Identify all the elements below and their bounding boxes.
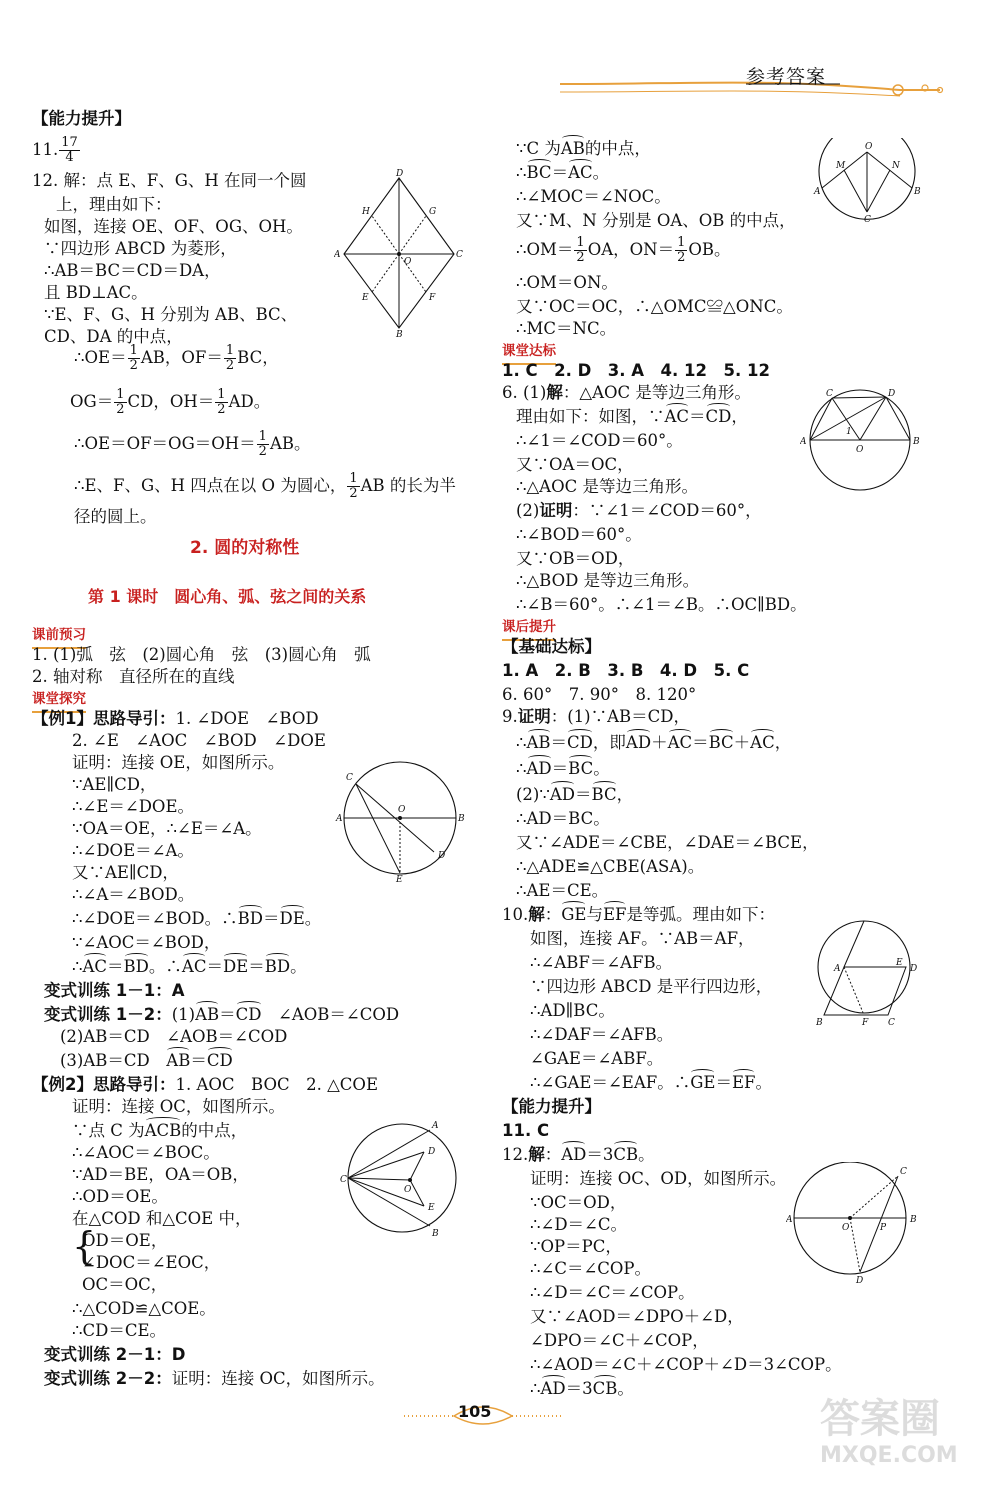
svg-text:A: A bbox=[800, 437, 807, 447]
answer-line: 1. (1)弧 弦 (2)圆心角 弦 (3)圆心角 弧 bbox=[32, 645, 371, 664]
svg-text:D: D bbox=[910, 964, 918, 974]
answer-line: ∵四边形 ABCD 是平行四边形， bbox=[530, 977, 773, 996]
answer-line: 又∵∠AOD＝∠DPO＋∠D， bbox=[530, 1307, 744, 1326]
answer-line: ∵AE∥CD， bbox=[72, 775, 157, 794]
answer-line: ∴△BOD 是等边三角形。 bbox=[516, 571, 700, 590]
label-H: H bbox=[362, 207, 370, 217]
answer-line: ∴∠BOD＝60°。 bbox=[516, 525, 642, 544]
answer-line: 10.解：GE与EF是等弧。理由如下： bbox=[502, 905, 775, 924]
answer-line: ∴∠A＝∠BOD。 bbox=[72, 885, 195, 904]
answer-line: 12.解：AD＝3CB。 bbox=[502, 1145, 655, 1164]
answer-line: ∴AD＝BC。 bbox=[516, 759, 610, 778]
brace: { bbox=[72, 1224, 97, 1268]
answer-line: ∵AD＝BE，OA＝OB， bbox=[72, 1165, 249, 1184]
answer-line: ∵OC＝OD， bbox=[530, 1193, 627, 1212]
answer-line: 11. C bbox=[502, 1121, 550, 1140]
answer-line: ∴∠DAF＝∠AFB。 bbox=[530, 1025, 674, 1044]
answer-line: 变式训练 2－2：证明：连接 OC，如图所示。 bbox=[44, 1369, 385, 1388]
answer-line: ∴∠1＝∠COD＝60°。 bbox=[516, 431, 683, 450]
answer-line: ∠DOC＝∠EOC， bbox=[82, 1253, 221, 1272]
answer-line: (2)证明：∵∠1＝∠COD＝60°， bbox=[516, 501, 762, 520]
answer-line: ∵点 C 为ACB的中点， bbox=[72, 1121, 248, 1140]
svg-text:O: O bbox=[865, 142, 873, 152]
answer-line: ∴AB＝CD，即AD＋AC＝BC＋AC， bbox=[516, 733, 792, 752]
answer-line: ∴OM＝ON。 bbox=[516, 273, 618, 292]
answer-line: ∴OE＝OF＝OG＝OH＝ $\frac{1}{2}$ AB。 bbox=[74, 429, 311, 459]
answer-line: ∴∠D＝∠C＝∠COP。 bbox=[530, 1283, 695, 1302]
figure-circle-q6 bbox=[800, 388, 922, 496]
answer-line: ∴∠C＝∠COP。 bbox=[530, 1259, 652, 1278]
tag-after: 课后提升 bbox=[502, 616, 556, 641]
answer-line: 且 BD⊥AC。 bbox=[44, 283, 148, 302]
svg-text:A: A bbox=[336, 814, 343, 824]
answer-line: ∴AD∥BC。 bbox=[530, 1001, 615, 1020]
answer-line: 2. ∠E ∠AOC ∠BOD ∠DOE bbox=[72, 731, 326, 750]
answer-line: ∠GAE＝∠ABF。 bbox=[530, 1049, 664, 1068]
answer-line: ∵∠AOC＝∠BOD， bbox=[72, 933, 221, 952]
answer-line: ∵四边形 ABCD 为菱形， bbox=[44, 239, 237, 258]
fraction: $\frac{17}{4}$ bbox=[61, 135, 78, 165]
answer-line: ∴AE＝CE。 bbox=[516, 881, 609, 900]
page-number: 105 bbox=[458, 1402, 492, 1421]
svg-text:C: C bbox=[888, 1018, 895, 1027]
answer-line: 又∵M、N 分别是 OA、OB 的中点， bbox=[516, 211, 796, 230]
svg-text:E: E bbox=[396, 875, 403, 884]
svg-text:C: C bbox=[900, 1167, 907, 1177]
svg-text:B: B bbox=[910, 1215, 917, 1225]
answer-line: ∴△AOC 是等边三角形。 bbox=[516, 477, 698, 496]
svg-text:O: O bbox=[398, 805, 406, 815]
label-F: F bbox=[429, 293, 436, 303]
label-A: A bbox=[334, 250, 341, 260]
answer-line: ∴∠ABF＝∠AFB。 bbox=[530, 953, 673, 972]
label-D: D bbox=[396, 169, 404, 179]
svg-text:A: A bbox=[814, 187, 821, 197]
answer-line: ∴BC＝AC。 bbox=[516, 163, 610, 182]
svg-text:D: D bbox=[438, 851, 446, 861]
answer-line: 径的圆上。 bbox=[74, 507, 157, 526]
figure-circle-mn bbox=[812, 138, 922, 226]
figure-circle-q10 bbox=[816, 915, 920, 1027]
answer-line: ∴E、F、G、H 四点在以 O 为圆心， $\frac{1}{2}$ AB 的长为半 bbox=[74, 471, 456, 501]
answer-line: ∴∠MOC＝∠NOC。 bbox=[516, 187, 671, 206]
answer-line: ∴∠GAE＝∠EAF。∴GE＝EF。 bbox=[530, 1073, 772, 1092]
answer-line: CD、DA 的中点， bbox=[44, 327, 183, 346]
label-B: B bbox=[396, 330, 403, 338]
answer-line: OG＝ $\frac{1}{2}$ CD，OH＝ $\frac{1}{2}$ AD。 bbox=[70, 387, 271, 417]
svg-text:C: C bbox=[340, 1175, 347, 1185]
answer-line: (3)AB＝CD AB＝CD bbox=[60, 1051, 233, 1070]
svg-text:B: B bbox=[432, 1229, 439, 1238]
answer-line: ∵E、F、G、H 分别为 AB、BC、 bbox=[44, 305, 298, 324]
tag-class: 课堂达标 bbox=[502, 340, 556, 365]
section-title: 2. 圆的对称性 bbox=[190, 538, 300, 558]
answer-line: 理由如下：如图，∵AC＝CD， bbox=[516, 407, 748, 426]
answer-line: ∴△ADE≌△CBE(ASA)。 bbox=[516, 857, 705, 876]
answer-line: OD＝OE， bbox=[82, 1231, 168, 1250]
answer-line: ∴∠B＝60°。∴∠1＝∠B。∴OC∥BD。 bbox=[516, 595, 807, 614]
lesson-title: 第 1 课时 圆心角、弧、弦之间的关系 bbox=[88, 587, 367, 606]
answer-line: 变式训练 1－2：(1)AB＝CD ∠AOB＝∠COD bbox=[44, 1005, 400, 1024]
answer-line: 6. (1)解：△AOC 是等边三角形。 bbox=[502, 383, 751, 402]
answer-line: ∴AD＝3CB。 bbox=[530, 1379, 634, 1398]
answer-line: 1. A 2. B 3. B 4. D 5. C bbox=[502, 661, 750, 680]
svg-text:O: O bbox=[404, 1185, 412, 1195]
svg-text:C: C bbox=[864, 215, 871, 225]
answer-line: ∠DPO＝∠C＋∠COP， bbox=[530, 1331, 709, 1350]
answer-line: (2)∵AD＝BC， bbox=[516, 785, 634, 804]
answer-line: ∵OA＝OE，∴∠E＝∠A。 bbox=[72, 819, 262, 838]
answer-line: 11. $\frac{17}{4}$ bbox=[32, 135, 78, 165]
svg-text:C: C bbox=[346, 773, 353, 783]
svg-text:A: A bbox=[786, 1215, 793, 1225]
svg-text:A: A bbox=[834, 964, 841, 974]
answer-line: 又∵AE∥CD， bbox=[72, 863, 179, 882]
watermark: 答案圈 MXQE.COM bbox=[820, 1396, 958, 1468]
answer-line: ∴∠DOE＝∠A。 bbox=[72, 841, 194, 860]
answer-line: 12. 解：点 E、F、G、H 在同一个圆 bbox=[32, 171, 307, 190]
header-title: 参考答案 bbox=[746, 66, 827, 88]
answer-line: ∴∠AOD＝∠C＋∠COP＋∠D＝3∠COP。 bbox=[530, 1355, 842, 1374]
svg-text:O: O bbox=[856, 445, 864, 455]
answer-line: ∴AC＝BD。∴AC＝DE＝BD。 bbox=[72, 957, 307, 976]
label-E: E bbox=[362, 293, 369, 303]
svg-text:B: B bbox=[458, 814, 465, 824]
answer-line: ∴△COD≌△COE。 bbox=[72, 1299, 216, 1318]
answer-line: 又∵OC＝OC，∴△OMC≌△ONC。 bbox=[516, 297, 793, 316]
svg-text:B: B bbox=[913, 437, 920, 447]
svg-text:A: A bbox=[432, 1121, 439, 1131]
figure-rhombus bbox=[334, 168, 464, 338]
label-O: O bbox=[404, 257, 412, 267]
answer-line: ∴AD＝BC。 bbox=[516, 809, 610, 828]
svg-text:D: D bbox=[888, 389, 896, 399]
tag-preview: 课前预习 bbox=[32, 624, 86, 649]
section-head: 【基础达标】 bbox=[502, 637, 601, 656]
answer-line: ∴∠DOE＝∠BOD。∴BD＝DE。 bbox=[72, 909, 322, 928]
answer-line: 又∵OA＝OC， bbox=[516, 455, 634, 474]
answer-line: 上，理由如下： bbox=[56, 195, 172, 214]
answer-line: 6. 60° 7. 90° 8. 120° bbox=[502, 685, 697, 704]
answer-line: 【例2】思路导引：1. AOC BOC 2. △COE bbox=[32, 1075, 378, 1094]
label-C: C bbox=[456, 250, 463, 260]
svg-text:1: 1 bbox=[846, 427, 852, 437]
figure-circle-ex2 bbox=[340, 1118, 470, 1238]
answer-line: 又∵∠ADE＝∠CBE，∠DAE＝∠BCE， bbox=[516, 833, 819, 852]
answer-line: ∴CD＝CE。 bbox=[72, 1321, 167, 1340]
header-decoration bbox=[0, 0, 1000, 110]
answer-line: 变式训练 1－1：A bbox=[44, 981, 185, 1000]
answer-line: 1. C 2. D 3. A 4. 12 5. 12 bbox=[502, 361, 770, 380]
svg-text:E: E bbox=[428, 1203, 435, 1213]
answer-line: ∴OE＝ $\frac{1}{2}$ AB，OF＝ $\frac{1}{2}$ BC， bbox=[74, 343, 279, 373]
answer-line: ∴∠E＝∠DOE。 bbox=[72, 797, 194, 816]
answer-line: ∴∠AOC＝∠BOC。 bbox=[72, 1143, 220, 1162]
svg-text:P: P bbox=[880, 1223, 887, 1233]
svg-text:D: D bbox=[856, 1276, 864, 1286]
answer-line: 在△COD 和△COE 中， bbox=[72, 1209, 252, 1228]
answer-line: 2. 轴对称 直径所在的直线 bbox=[32, 667, 235, 686]
answer-line: ∵C 为AB的中点， bbox=[516, 139, 651, 158]
answer-line: 证明：连接 OC，如图所示。 bbox=[72, 1097, 285, 1116]
tag-explore: 课堂探究 bbox=[32, 688, 86, 713]
section-head: 【能力提升】 bbox=[502, 1097, 601, 1116]
answer-line: ∴MC＝NC。 bbox=[516, 319, 617, 338]
figure-circle-q12 bbox=[786, 1162, 922, 1286]
answer-line: 变式训练 2－1：D bbox=[44, 1345, 186, 1364]
answer-line: (2)AB＝CD ∠AOB＝∠COD bbox=[60, 1027, 288, 1046]
answer-line: 如图，连接 OE、OF、OG、OH。 bbox=[44, 217, 303, 236]
svg-text:B: B bbox=[914, 187, 921, 197]
answer-line: 【例1】思路导引：1. ∠DOE ∠BOD bbox=[32, 709, 319, 728]
answer-line: 证明：连接 OE，如图所示。 bbox=[72, 753, 285, 772]
section-head: 【能力提升】 bbox=[32, 109, 131, 128]
page-header bbox=[0, 0, 1000, 110]
svg-text:C: C bbox=[826, 389, 833, 399]
svg-text:E: E bbox=[896, 958, 903, 968]
svg-text:M: M bbox=[836, 161, 846, 171]
svg-text:B: B bbox=[816, 1018, 823, 1027]
label-G: G bbox=[429, 207, 437, 217]
answer-line: ∴OM＝ $\frac{1}{2}$ OA，ON＝ $\frac{1}{2}$ OB。 bbox=[516, 235, 731, 265]
answer-line: ∴OD＝OE。 bbox=[72, 1187, 168, 1206]
answer-line: ∴∠D＝∠C。 bbox=[530, 1215, 628, 1234]
answer-line: 证明：连接 OC、OD，如图所示。 bbox=[530, 1169, 787, 1188]
figure-circle-ex1 bbox=[334, 760, 466, 884]
svg-text:F: F bbox=[862, 1018, 869, 1027]
answer-line: 如图，连接 AF。∵AB＝AF， bbox=[530, 929, 755, 948]
svg-text:D: D bbox=[428, 1147, 436, 1157]
answer-line: ∵OP＝PC， bbox=[530, 1237, 622, 1256]
answer-line: OC＝OC， bbox=[82, 1275, 168, 1294]
answer-line: 9.证明：(1)∵AB＝CD， bbox=[502, 707, 691, 726]
answer-line: 又∵OB＝OD， bbox=[516, 549, 635, 568]
answer-line: ∴AB＝BC＝CD＝DA， bbox=[44, 261, 221, 280]
svg-text:N: N bbox=[892, 161, 900, 171]
svg-text:O: O bbox=[842, 1223, 850, 1233]
